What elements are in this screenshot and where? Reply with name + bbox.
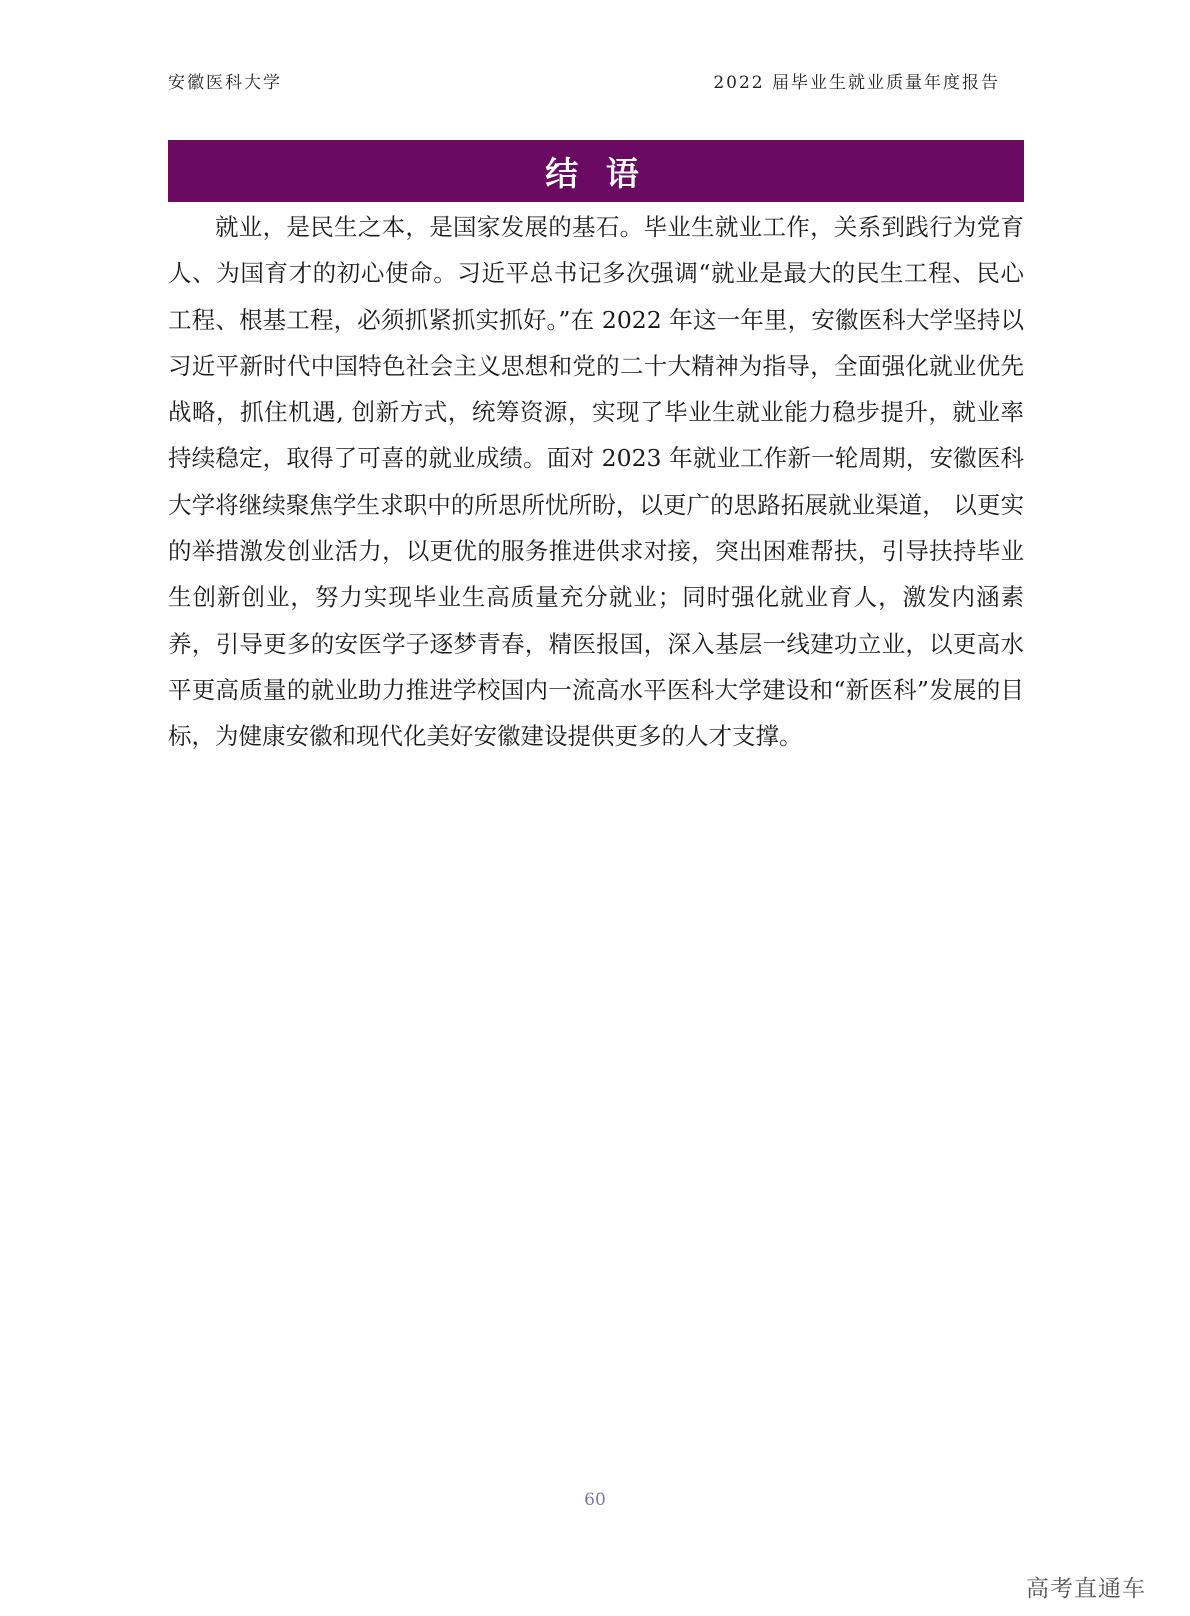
section-title: 结 语 [545, 153, 647, 193]
section-title-bar [168, 140, 1024, 202]
body-paragraph: 就业，是民生之本，是国家发展的基石。毕业生就业工作，关系到践行为党育人、为国育才的初心使命。习近平总书记多次强调“就业是最大的民生工程、民心工程、根基工程，必须抓紧抓实抓好。”在 2022 年这一年里，安徽医科大学坚持以习近平新时代中国特色社会主义思想和党的二十大精神为指导，全面强化就业优先战略，抓住机遇, 创新方式，统筹资源，实现了毕业生就业能力稳步提升，就业率持续稳定，取得了可喜的就业成绩。面对 2023 年就业工作新一轮周期，安徽医科大学将继续聚焦学生求职中的所思所忧所盼，以更广的思路拓展就业渠道， 以更实的举措激发创业活力，以更优的服务推进供求对接，突出困难帮扶，引导扶持毕业生创新创业，努力实现毕业生高质量充分就业；同时强化就业育人，激发内涵素养，引导更多的安医学子逐梦青春，精医报国，深入基层一线建功立业，以更高水平更高质量的就业助力推进学校国内一流高水平医科大学建设和“新医科”发展的目标，为健康安徽和现代化美好安徽建设提供更多的人才支撑。 [168, 213, 1024, 751]
watermark-text: 高考直通车 [1026, 1576, 1146, 1602]
page-number: 60 [584, 1490, 606, 1510]
header-university-name: 安徽医科大学 [168, 73, 282, 93]
header-report-title: 2022 届毕业生就业质量年度报告 [713, 73, 1000, 93]
